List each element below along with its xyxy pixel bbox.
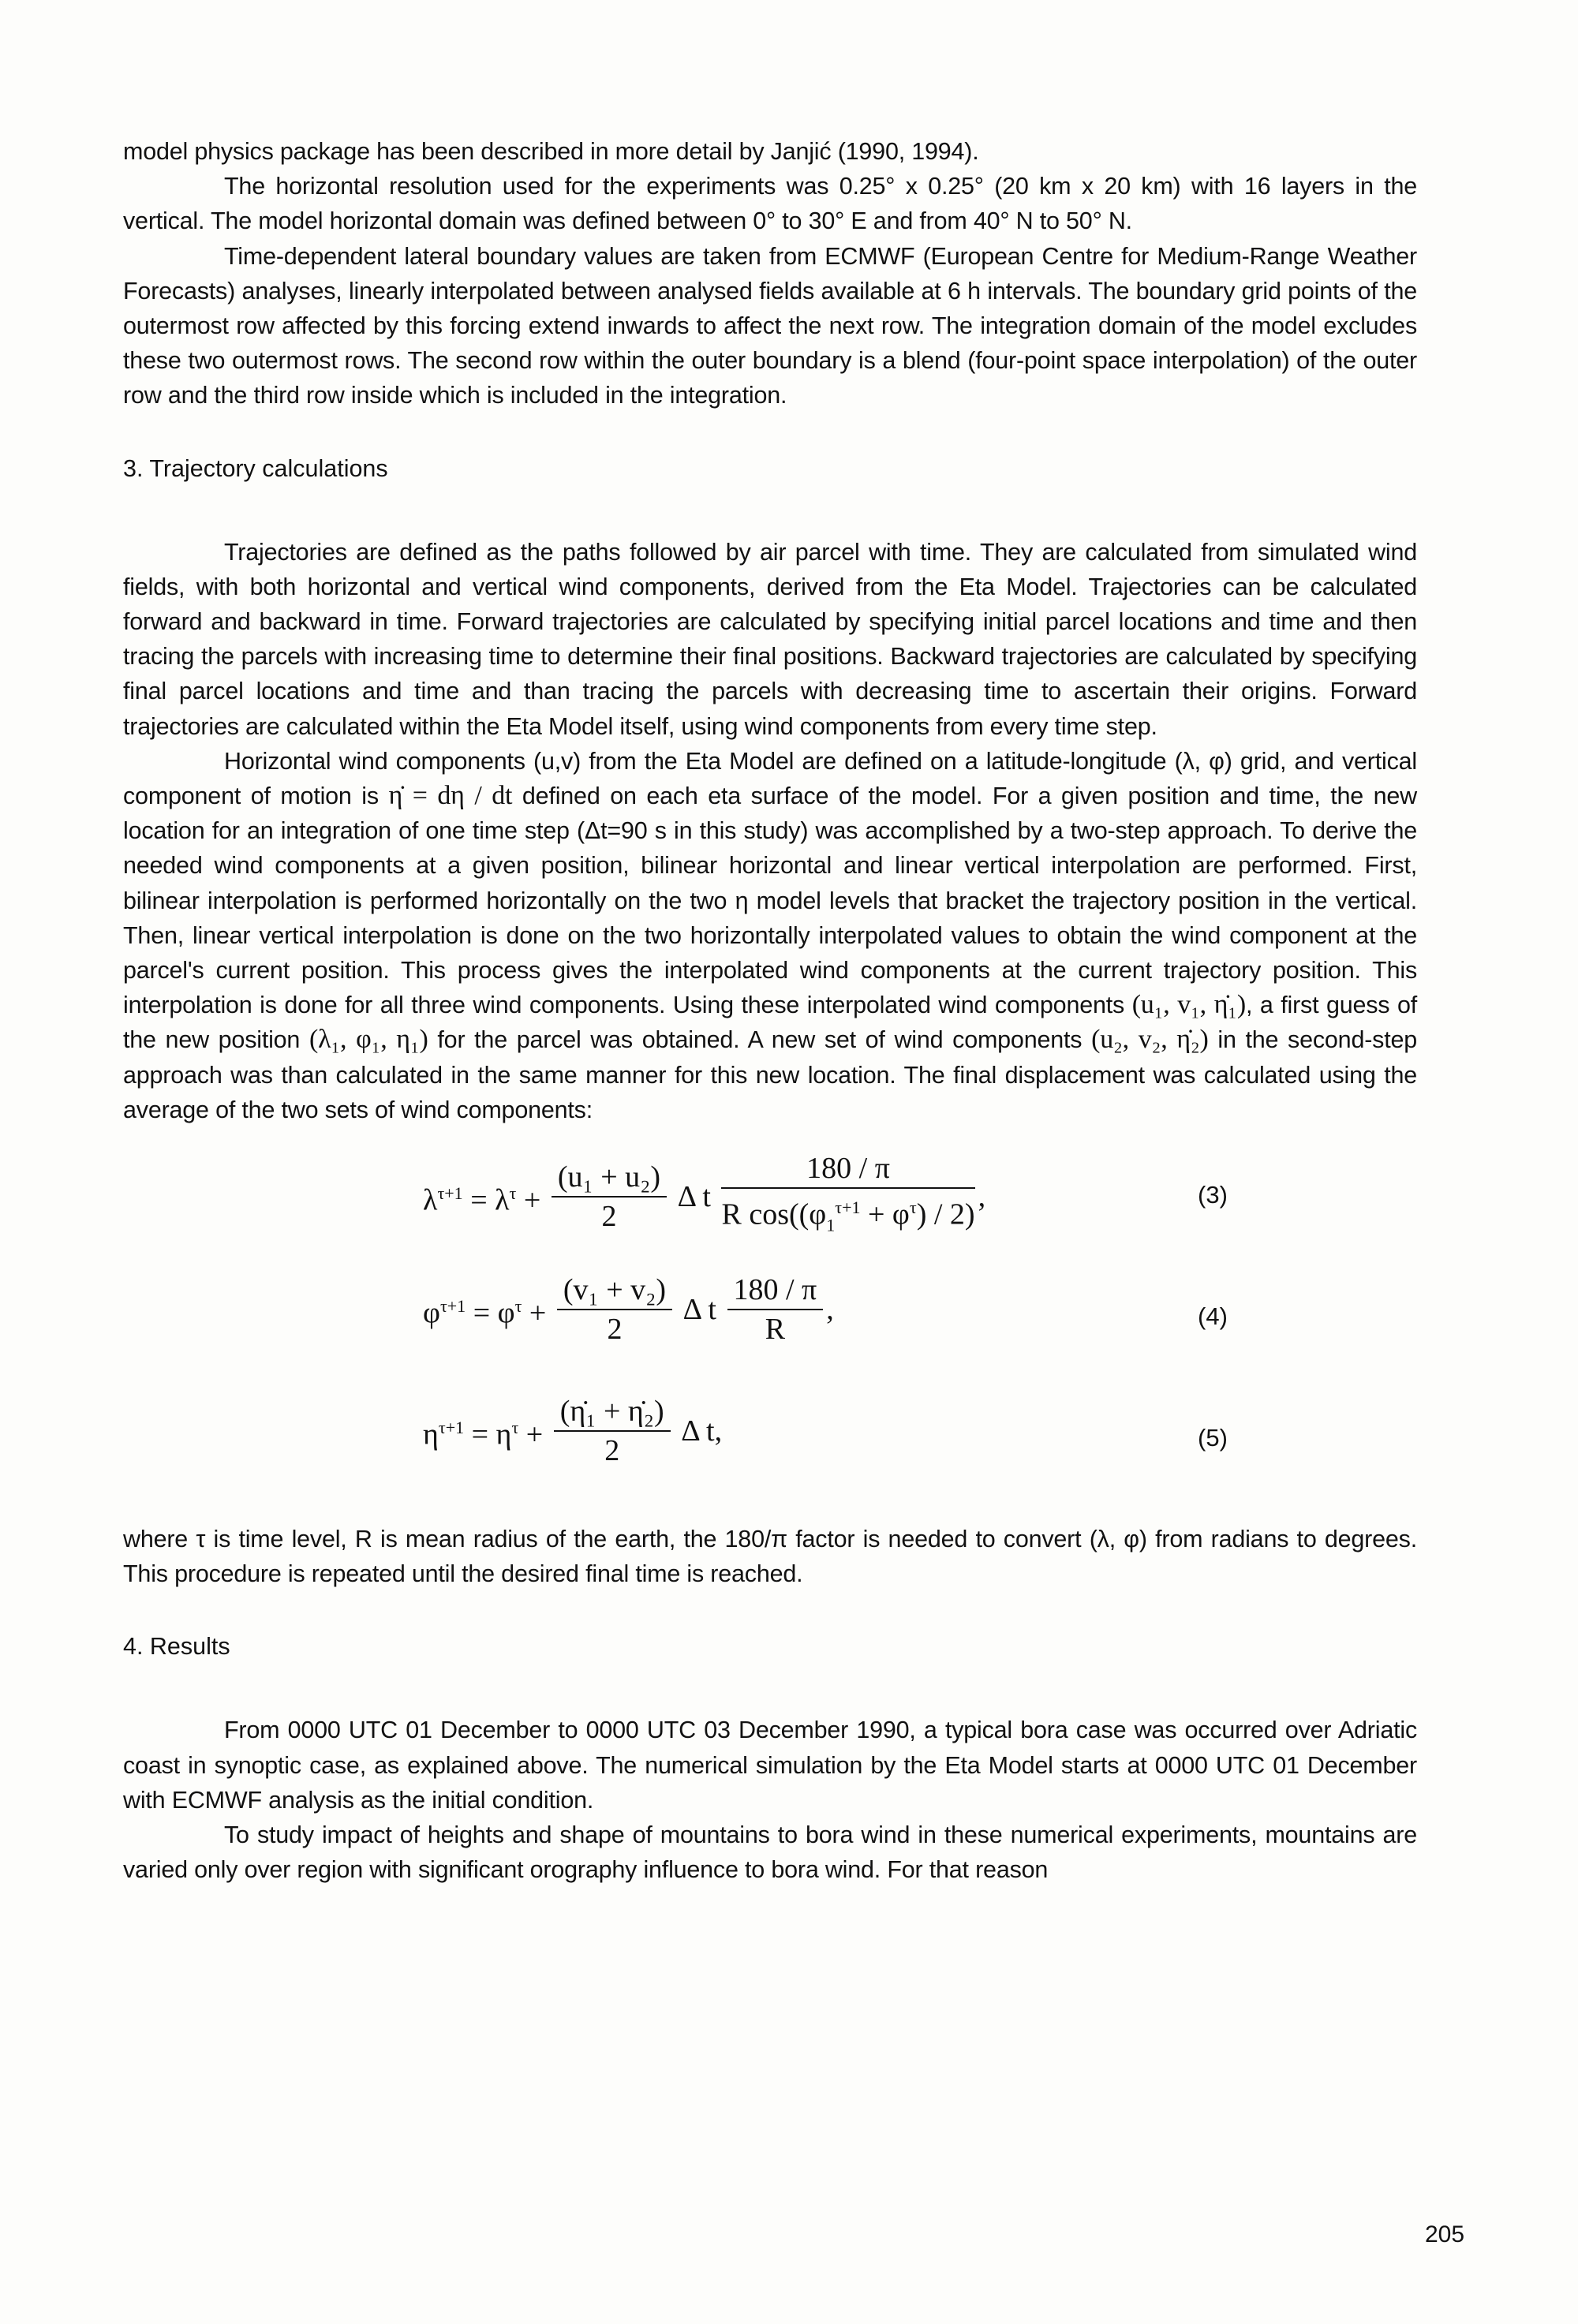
eq4-fraction-velocity: $\frac{\text{(v₁ + v₂)}}{2}$ [557, 1272, 672, 1347]
paragraph-resolution: The horizontal resolution used for the experiments was 0.25° x 0.25° (20 km x 20 km) with 16 layers in the vertical. The model horizontal domain was defined between 0° to 30° E and from 40° N to 50° N. [123, 173, 1417, 235]
page-body [123, 134, 1417, 1888]
eq3-fraction-velocity: $\frac{\text{(u₁ + u₂)}}{2}$ [552, 1160, 667, 1234]
text-run: for the parcel was obtained. A new set of wind components [437, 1026, 1083, 1054]
paragraph-bora-case: From 0000 UTC 01 December to 0000 UTC 03 December 1990, a typical bora case was occurred over Adriatic coast in synoptic case, as explained above. The numerical simulation by the Eta Model starts at 0000 UTC 01 December with ECMWF analysis as the initial condition. [123, 1717, 1417, 1814]
eta-dot-definition: η̇ = dη / dt [388, 781, 513, 811]
equation-5 [123, 1394, 1417, 1495]
text-run: in the second-step approach was than calculated in the same manner for this new location. The final displacement was calculated using the average of the two sets of wind components: [123, 1026, 1418, 1123]
second-wind-vector: (u₂, v₂, η̇₂) [1091, 1025, 1209, 1055]
first-wind-vector: (u₁, v₁, η̇₁) [1131, 990, 1246, 1020]
eq3-fraction-conversion: $\frac{180 / \pi}{R \cos((\varphi_1^{\tau+1} + \varphi^\tau) / 2)}$ [721, 1152, 975, 1235]
text-run: , a first guess of the new position [123, 992, 1417, 1054]
equation-number-5: (5) [1198, 1424, 1228, 1452]
page-number: 205 [1425, 2221, 1465, 2247]
equation-4 [123, 1272, 1417, 1373]
eq3-dt: Δ t [677, 1180, 711, 1214]
first-position-vector: (λ₁, φ₁, η₁) [308, 1025, 428, 1055]
eq3-lhs: $\lambda^{\tau+1} = \lambda^\tau$ + [423, 1183, 541, 1217]
paragraph-physics: model physics package has been described in more detail by Janjić (1990, 1994). [123, 138, 979, 165]
eq3-comma: , [978, 1180, 986, 1214]
paragraph-boundary: Time-dependent lateral boundary values are taken from ECMWF (European Centre for Medium-Range Weather Forecasts) analyses, linearly interpolated between analysed fields available at 6 h intervals. The boundary grid points of the outermost row affected by this forcing extend inwards to affect the next row. The integration domain of the model excludes these two outermost rows. The second row within the outer boundary is a blend (four-point space interpolation) of the outer row and the third row inside which is included in the integration. [123, 242, 1417, 409]
paragraph-mountains: To study impact of heights and shape of mountains to bora wind in these numerical experiments, mountains are varied only over region with significant orography influence to bora wind. For that reason [123, 1821, 1417, 1884]
paragraph-wind-components [123, 744, 1417, 1127]
equation-number-4: (4) [1198, 1302, 1228, 1331]
paragraph-trajectories: Trajectories are defined as the paths followed by air parcel with time. They are calculated from simulated wind fields, with both horizontal and vertical wind components, derived from the Eta Model. Trajectories can be calculated forward and backward in time. Forward trajectories are calculated by specifying initial parcel locations and time and then tracing the parcels with increasing time to determine their final positions. Backward trajectories are calculated by specifying final parcel locations and time and than tracing the parcels with decreasing time to ascertain their origins. Forward trajectories are calculated within the Eta Model itself, using wind components from every time step. [123, 538, 1417, 740]
eq5-dt: Δ t, [681, 1414, 723, 1448]
eq4-comma: , [826, 1293, 834, 1327]
eq4-dt: Δ t [682, 1293, 716, 1327]
eq4-lhs: $\varphi^{\tau+1} = \varphi^\tau$ + [423, 1295, 547, 1330]
section-heading-trajectory: 3. Trajectory calculations [123, 454, 388, 482]
section-heading-results: 4. Results [123, 1633, 230, 1661]
eq5-lhs: $\eta^{\tau+1} = \eta^\tau$ + [423, 1417, 544, 1452]
equation-3 [123, 1151, 1417, 1252]
text-run: Horizontal wind components (u,v) from the Eta Model are defined on a latitude-longitude (λ, φ) grid, and vertical component of motion is [123, 747, 1417, 810]
eq4-fraction-conversion: $\frac{180 / \pi}{R}$ [727, 1272, 824, 1347]
equation-number-3: (3) [1198, 1181, 1228, 1209]
text-run: defined on each eta surface of the model. For a given position and time, the new location for an integration of one time step (Δt=90 s in this study) was accomplished by a two-step approach. To derive the needed wind components at a given position, bilinear horizontal and linear vertical interpolation are performed. First, bilinear interpolation is performed horizontally on the two η model levels that bracket the trajectory position in the vertical. Then, linear vertical interpolation is done on the two horizontally interpolated values to obtain the wind component at the parcel's current position. This process gives the interpolated wind components at the current trajectory position. This interpolation is done for all three wind components. Using these interpolated wind components [123, 783, 1418, 1019]
eq5-fraction-velocity: $\frac{\text{(η̇₁ + η̇₂)}}{2}$ [554, 1394, 671, 1468]
paragraph-where: where τ is time level, R is mean radius of the earth, the 180/π factor is needed to convert (λ, φ) from radians to degrees. This procedure is repeated until the desired final time is reached. [123, 1526, 1417, 1588]
